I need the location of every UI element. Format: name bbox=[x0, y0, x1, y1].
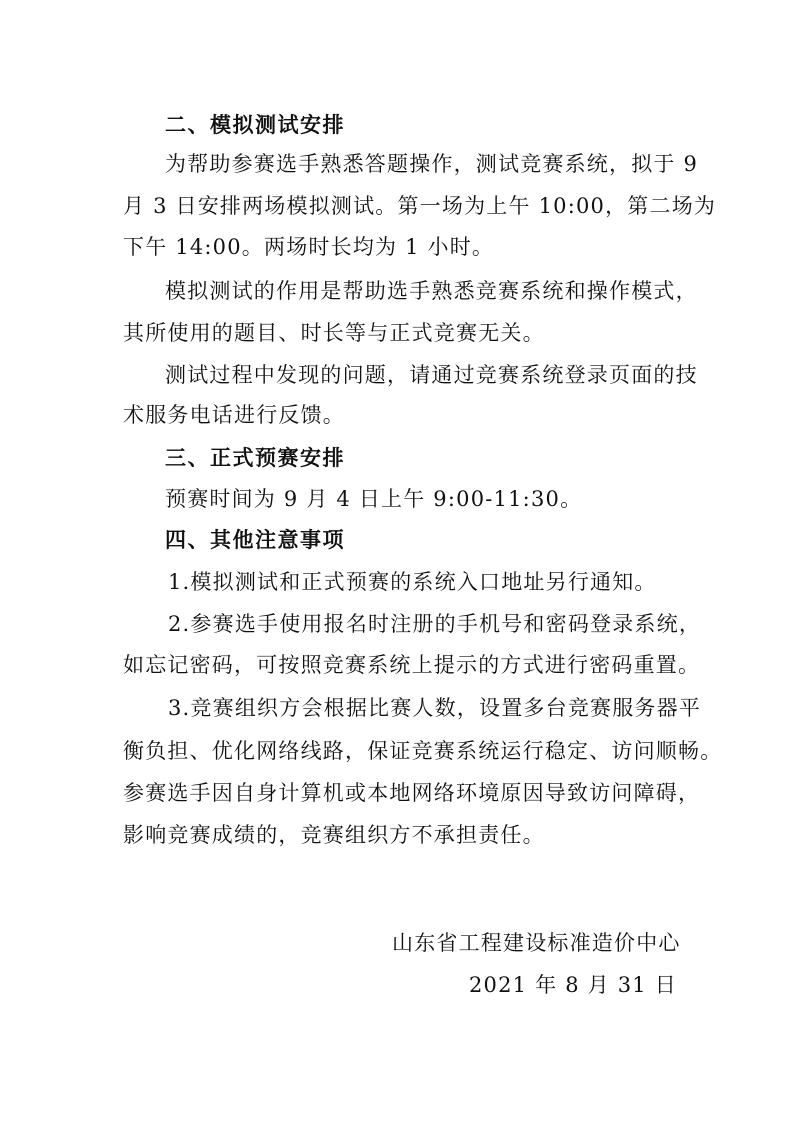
signature-date: 2021 年 8 月 31 日 bbox=[469, 973, 677, 997]
list-item-line: 1.模拟测试和正式预赛的系统入口地址另行通知。 bbox=[168, 570, 657, 594]
section-heading-simulation-test: 二、模拟测试安排 bbox=[165, 113, 345, 137]
signature-organization: 山东省工程建设标准造价中心 bbox=[392, 931, 681, 955]
list-item-line: 如忘记密码，可按照竞赛系统上提示的方式进行密码重置。 bbox=[123, 653, 701, 677]
section-heading-preliminary: 三、正式预赛安排 bbox=[165, 446, 345, 470]
paragraph-line: 其所使用的题目、时长等与正式竞赛无关。 bbox=[123, 321, 545, 345]
list-item-line: 3.竞赛组织方会根据比赛人数，设置多台竞赛服务器平 bbox=[168, 696, 702, 720]
list-item-line: 参赛选手因自身计算机或本地网络环境原因导致访问障碍， bbox=[123, 781, 701, 805]
paragraph-line: 月 3 日安排两场模拟测试。第一场为上午 10:00，第二场为 bbox=[123, 194, 717, 218]
paragraph-line: 预赛时间为 9 月 4 日上午 9:00-11:30。 bbox=[165, 487, 583, 511]
list-item-line: 影响竞赛成绩的，竞赛组织方不承担责任。 bbox=[123, 823, 545, 847]
section-heading-notes: 四、其他注意事项 bbox=[165, 528, 345, 552]
paragraph-line: 为帮助参赛选手熟悉答题操作，测试竞赛系统，拟于 9 bbox=[165, 152, 699, 176]
paragraph-line: 模拟测试的作用是帮助选手熟悉竞赛系统和操作模式， bbox=[165, 279, 698, 303]
list-item-line: 2.参赛选手使用报名时注册的手机号和密码登录系统， bbox=[168, 612, 702, 636]
list-item-line: 衡负担、优化网络线路，保证竞赛系统运行稳定、访问顺畅。 bbox=[123, 739, 723, 763]
paragraph-line: 下午 14:00。两场时长均为 1 小时。 bbox=[123, 235, 495, 259]
paragraph-line: 术服务电话进行反馈。 bbox=[123, 403, 345, 427]
paragraph-line: 测试过程中发现的问题，请通过竞赛系统登录页面的技 bbox=[165, 363, 698, 387]
